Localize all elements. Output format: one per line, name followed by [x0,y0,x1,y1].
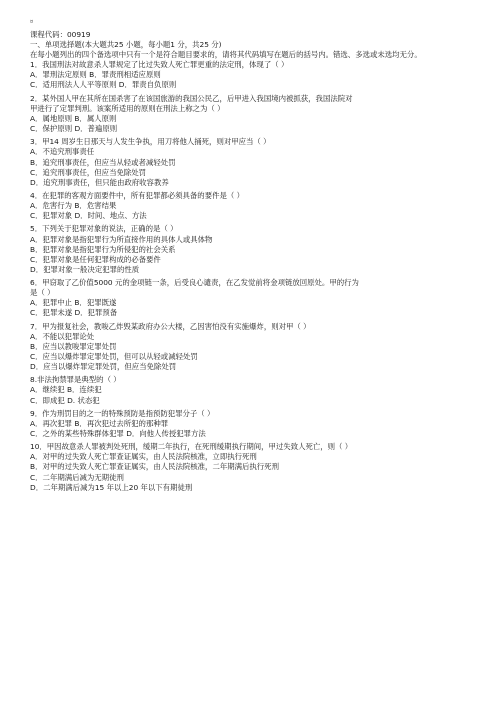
question-stem: 4．在犯罪的客观方面要件中，所有犯罪都必须具备的要件是（ ） [30,190,244,200]
question-line: C．之外的某些特殊群体犯罪 D．向他人传授犯罪方法 [30,428,206,438]
question-stem: 2．某外国人甲在其所在国杀害了在该国旅游的我国公民乙，后甲进入我国境内被抓获，我国法院对 [30,93,353,103]
question-line: D．追究刑事责任，但只能由政府收容教养 [30,177,169,187]
instructions: 在每小题列出的四个备选项中只有一个是符合题目要求的，请将其代码填写在题后的括号内。错选、多选或未选均无分。 [30,50,422,60]
exam-document [30,30,488,493]
course-code: 课程代码：00919 [30,30,91,39]
question-line: D．应当以爆炸罪定罪处罚，但应当免除处罚 [30,362,177,372]
question-line: 甲进行了定罪判刑。该案所适用的原则在刑法上称之为（ ） [30,103,225,113]
question-stem: 8.非法拘禁罪是典型的（ ） [30,375,121,385]
question-line: C．适用刑法人人平等原则 D．罪责自负原则 [30,80,177,90]
question-stem: 9．作为刑罚目的之一的特殊预防是指预防犯罪分子（ ） [30,408,215,418]
question-line: A．属地原则 B．属人原则 [30,113,117,123]
question-9 [30,409,488,439]
question-line: D．二年期满后减为15 年以上20 年以下有期徒刑 [30,482,193,492]
question-line: C．应当以爆炸罪定罪处罚，但可以从轻或减轻处罚 [30,351,198,361]
question-stem: 7．甲为报复社会，教唆乙炸毁某政府办公大楼，乙因害怕没有实施爆炸，则对甲（ ） [30,321,311,331]
corner-mark: ¤ [30,19,34,25]
question-line: B．追究刑事责任，但应当从轻或者减轻处罚 [30,157,176,167]
question-line: B．犯罪对象是指犯罪行为所侵犯的社会关系 [30,244,176,254]
question-line: A．对甲的过失致人死亡罪查证属实，由人民法院核准，立即执行死刑 [30,452,257,462]
section-title: 一、单项选择题(本大题共25 小题，每小题1 分，共25 分) [30,40,222,50]
question-1 [30,60,488,90]
question-stem: 3．甲14 周岁生日那天与人发生争执，用刀将他人捅死，则对甲应当（ ） [30,137,271,147]
question-2 [30,94,488,134]
question-4 [30,191,488,221]
question-line: C．犯罪对象是任何犯罪构成的必备要件 [30,254,161,264]
question-stem: 1．我国刑法对故意杀人罪规定了比过失致人死亡罪更重的法定刑，体现了（ ） [30,60,289,70]
question-line: C．保护原则 D．普遍原则 [30,124,118,134]
question-list [30,60,488,492]
question-line: A．犯罪中止 B．犯罪既遂 [30,298,117,308]
question-line: 是（ ） [30,288,55,298]
question-line: C．犯罪未遂 D．犯罪预备 [30,308,118,318]
question-8 [30,375,488,405]
question-line: A．危害行为 B．危害结果 [30,201,117,211]
question-line: A．不能以犯罪论处 [30,331,95,341]
question-6 [30,278,488,318]
question-line: C．追究刑事责任，但应当免除处罚 [30,167,147,177]
question-10 [30,442,488,492]
question-7 [30,322,488,372]
question-stem: 6．甲窃取了乙价值5000 元的金项链一条，后受良心谴责，在乙发觉前将金项链放回原处。甲的行为 [30,278,359,288]
question-stem: 5．下列关于犯罪对象的说法，正确的是（ ） [30,224,178,234]
question-line: A．罪刑法定原则 B．罪责刑相适应原则 [30,70,161,80]
question-line: A．继续犯 B．连续犯 [30,385,102,395]
question-line: A．再次犯罪 B．再次犯过去所犯的那种罪 [30,418,169,428]
question-line: D．犯罪对象一般决定犯罪的性质 [30,264,140,274]
question-line: A．不追究刑事责任 [30,147,95,157]
question-line: C．犯罪对象 D．时间、地点、方法 [30,211,147,221]
question-line: A．犯罪对象是指犯罪行为所直接作用的具体人或具体物 [30,234,213,244]
question-line: C．二年期满后减为无期徒刑 [30,472,124,482]
question-stem: 10．甲因故意杀人罪被判处死刑，缓期二年执行，在死刑缓期执行期间，甲过失致人死亡，则（ ） [30,442,353,452]
question-5 [30,224,488,274]
question-3 [30,137,488,187]
question-line: B．对甲的过失致人死亡罪查证属实，由人民法院核准，二年期满后执行死刑 [30,462,279,472]
question-line: C．即成犯 D. 状态犯 [30,395,100,405]
question-line: B．应当以教唆罪定罪处罚 [30,341,117,351]
